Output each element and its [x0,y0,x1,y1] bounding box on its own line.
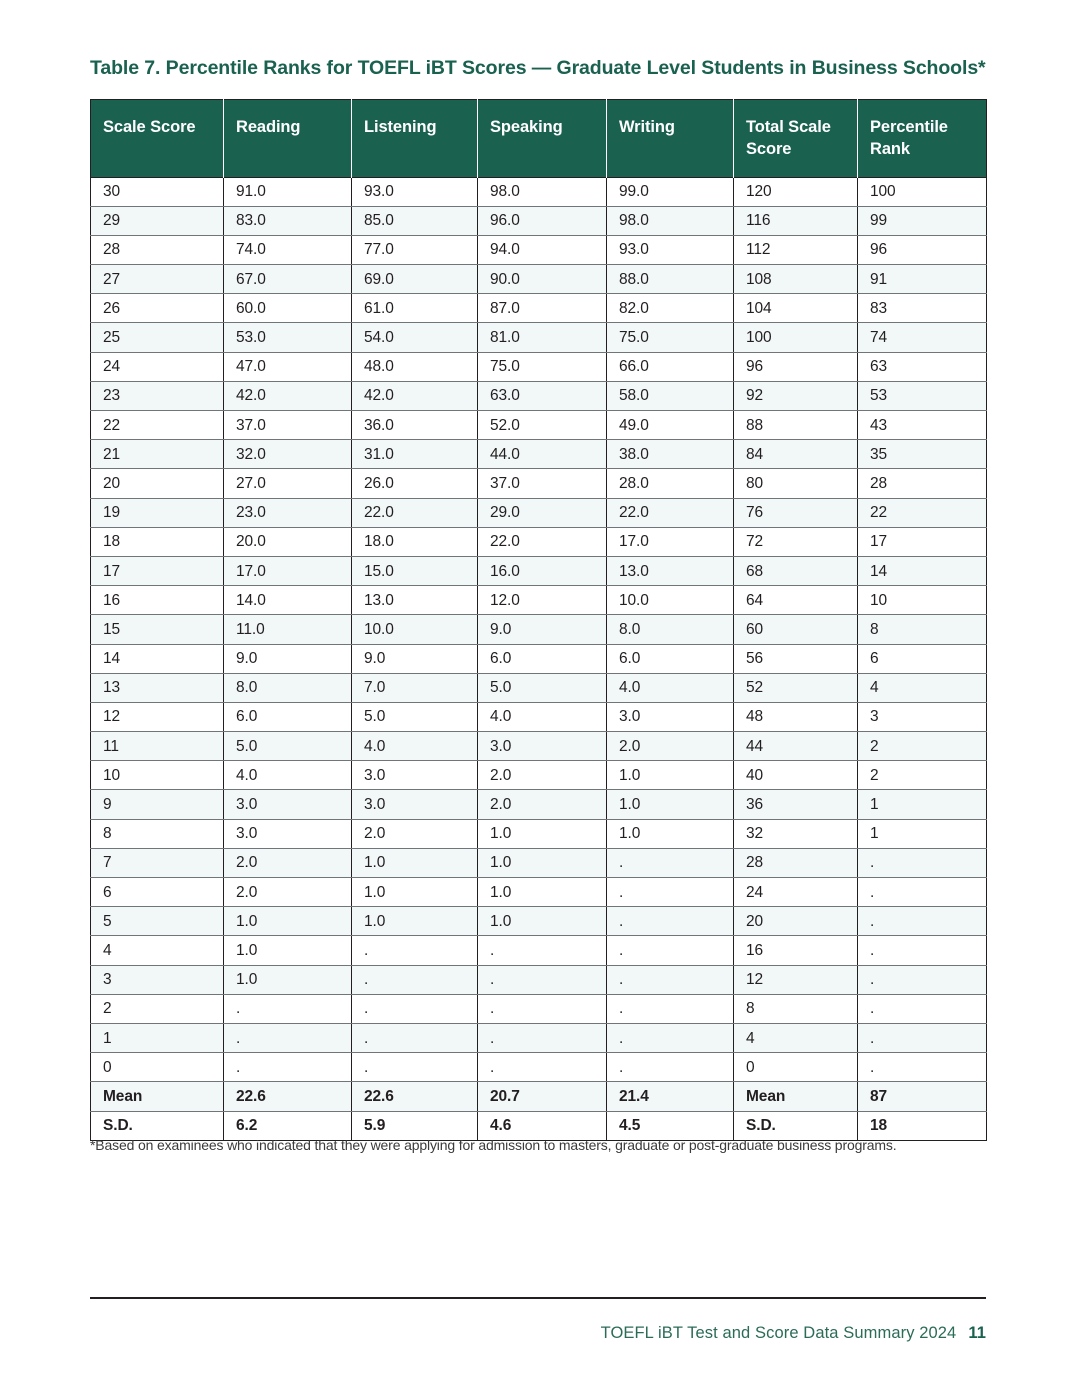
table-row [91,498,987,527]
table-cell: 4 [858,673,987,702]
table-cell: 93.0 [607,235,734,264]
table-cell: 43 [858,411,987,440]
table-cell: 19 [91,498,224,527]
table-row [91,440,987,469]
footer-divider [90,1297,986,1299]
table-cell: 22.0 [607,498,734,527]
table-cell: 1.0 [352,848,478,877]
table-cell: 10 [91,761,224,790]
table-cell: . [858,1023,987,1052]
table-cell: 52.0 [478,411,607,440]
table-cell: 8 [91,819,224,848]
table-cell: 10.0 [607,586,734,615]
table-cell: 12 [91,702,224,731]
table-cell: 83.0 [224,206,352,235]
table-cell: 14.0 [224,586,352,615]
table-cell: 21 [91,440,224,469]
table-cell: 63 [858,352,987,381]
table-cell: 94.0 [478,235,607,264]
table-cell: 3.0 [224,790,352,819]
table-row [91,294,987,323]
table-cell: 6.0 [224,702,352,731]
table-cell: . [478,994,607,1023]
table-cell: 63.0 [478,381,607,410]
table-cell: 5.0 [478,673,607,702]
table-cell: 6.2 [224,1111,352,1140]
table-cell: 58.0 [607,381,734,410]
table-cell: 74.0 [224,235,352,264]
table-cell: 75.0 [478,352,607,381]
table-cell: 26.0 [352,469,478,498]
table-cell: 93.0 [352,177,478,206]
table-footnote: *Based on examinees who indicated that they were applying for admission to masters, graduate or post-graduate business programs. [90,1137,897,1153]
table-cell: 2 [858,732,987,761]
table-cell: 85.0 [352,206,478,235]
table-cell: 4.0 [607,673,734,702]
table-cell: . [607,848,734,877]
table-row [91,761,987,790]
table-cell: 92 [734,381,858,410]
table-cell: 2.0 [607,732,734,761]
table-summary-row [91,1082,987,1111]
table-cell: . [352,994,478,1023]
table-cell: 88.0 [607,265,734,294]
table-cell: 3.0 [224,819,352,848]
table-cell: 20 [91,469,224,498]
table-cell: 0 [91,1053,224,1082]
table-cell: 2.0 [478,761,607,790]
table-cell: 1.0 [224,936,352,965]
table-cell: 1.0 [478,819,607,848]
table-cell: 8 [734,994,858,1023]
table-row [91,177,987,206]
table-cell: . [858,994,987,1023]
table-cell: 74 [858,323,987,352]
table-cell: 1 [858,819,987,848]
table-cell: 96 [734,352,858,381]
table-cell: . [858,965,987,994]
table-body [91,177,987,1140]
table-cell: . [478,965,607,994]
table-cell: 68 [734,556,858,585]
table-cell: 4 [734,1023,858,1052]
table-cell: 16.0 [478,556,607,585]
table-cell: 108 [734,265,858,294]
table-cell: 1 [91,1023,224,1052]
table-cell: 9 [91,790,224,819]
column-header-2: Listening [352,100,478,178]
table-cell: 1.0 [478,907,607,936]
table-cell: 17 [858,527,987,556]
table-cell: 53 [858,381,987,410]
table-cell: . [352,936,478,965]
table-cell: 37.0 [224,411,352,440]
table-cell: Mean [91,1082,224,1111]
table-cell: S.D. [734,1111,858,1140]
table-cell: 22.0 [478,527,607,556]
table-cell: 1.0 [352,907,478,936]
column-header-3: Speaking [478,100,607,178]
table-row [91,265,987,294]
table-cell: 16 [91,586,224,615]
table-cell: 2 [858,761,987,790]
table-cell: 18.0 [352,527,478,556]
table-cell: 27.0 [224,469,352,498]
table-cell: 116 [734,206,858,235]
table-cell: 2 [91,994,224,1023]
table-cell: 88 [734,411,858,440]
table-cell: 6 [91,878,224,907]
table-cell: 23.0 [224,498,352,527]
table-cell: 1.0 [224,965,352,994]
table-cell: 24 [91,352,224,381]
table-cell: 13.0 [352,586,478,615]
table-cell: . [478,1023,607,1052]
table-cell: 13.0 [607,556,734,585]
table-cell: 9.0 [352,644,478,673]
table-cell: . [858,1053,987,1082]
table-title: Table 7. Percentile Ranks for TOEFL iBT Scores — Graduate Level Students in Business Schools* [90,57,986,79]
table-cell: . [858,936,987,965]
table-cell: 4.0 [352,732,478,761]
table-cell: 8.0 [607,615,734,644]
table-cell: 81.0 [478,323,607,352]
table-cell: 69.0 [352,265,478,294]
table-cell: . [352,1023,478,1052]
table-cell: 82.0 [607,294,734,323]
table-cell: 1 [858,790,987,819]
table-row [91,235,987,264]
table-cell: 112 [734,235,858,264]
table-cell: 64 [734,586,858,615]
table-cell: 28 [734,848,858,877]
table-cell: 76 [734,498,858,527]
table-cell: . [352,1053,478,1082]
table-cell: 29 [91,206,224,235]
table-cell: 44 [734,732,858,761]
column-header-0: Scale Score [91,100,224,178]
table-cell: 54.0 [352,323,478,352]
table-row [91,673,987,702]
table-row [91,848,987,877]
table-cell: 67.0 [224,265,352,294]
table-cell: 44.0 [478,440,607,469]
table-cell: 3.0 [607,702,734,731]
table-cell: 40 [734,761,858,790]
table-cell: 38.0 [607,440,734,469]
table-cell: 12 [734,965,858,994]
table-cell: 24 [734,878,858,907]
table-row [91,644,987,673]
table-cell: 8.0 [224,673,352,702]
table-cell: 28 [91,235,224,264]
table-row [91,206,987,235]
footer-page-number: 11 [968,1324,986,1342]
table-cell: 10.0 [352,615,478,644]
table-row [91,965,987,994]
table-row [91,1023,987,1052]
table-cell: 8 [858,615,987,644]
table-cell: 1.0 [478,878,607,907]
table-cell: 80 [734,469,858,498]
table-cell: 1.0 [478,848,607,877]
table-row [91,556,987,585]
column-header-6: Percentile Rank [858,100,987,178]
table-cell: . [224,1023,352,1052]
table-cell: . [607,907,734,936]
table-cell: 104 [734,294,858,323]
table-cell: 87.0 [478,294,607,323]
table-cell: 3.0 [352,761,478,790]
table-cell: 4.5 [607,1111,734,1140]
table-cell: 98.0 [478,177,607,206]
table-row [91,907,987,936]
table-cell: 4.0 [478,702,607,731]
table-cell: 2.0 [224,848,352,877]
table-row [91,994,987,1023]
table-cell: Mean [734,1082,858,1111]
table-row [91,936,987,965]
table-cell: 15 [91,615,224,644]
table-cell: 120 [734,177,858,206]
table-cell: 6.0 [478,644,607,673]
table-cell: 47.0 [224,352,352,381]
table-cell: 17 [91,556,224,585]
table-row [91,586,987,615]
table-cell: 11 [91,732,224,761]
table-cell: 3 [858,702,987,731]
table-cell: 14 [91,644,224,673]
table-cell: 5.9 [352,1111,478,1140]
table-cell: 31.0 [352,440,478,469]
column-header-4: Writing [607,100,734,178]
table-cell: 5.0 [352,702,478,731]
table-row [91,615,987,644]
table-cell: . [352,965,478,994]
table-cell: 100 [858,177,987,206]
table-cell: 12.0 [478,586,607,615]
table-row [91,381,987,410]
table-cell: 75.0 [607,323,734,352]
table-cell: 66.0 [607,352,734,381]
table-cell: 30 [91,177,224,206]
table-cell: 32.0 [224,440,352,469]
table-cell: 5.0 [224,732,352,761]
table-cell: 1.0 [607,819,734,848]
table-row [91,352,987,381]
table-cell: 49.0 [607,411,734,440]
table-cell: 20.0 [224,527,352,556]
table-cell: 56 [734,644,858,673]
table-row [91,469,987,498]
table-cell: 27 [91,265,224,294]
table-cell: 2.0 [478,790,607,819]
table-cell: 4 [91,936,224,965]
table-cell: 11.0 [224,615,352,644]
table-cell: 48 [734,702,858,731]
footer-document-title: TOEFL iBT Test and Score Data Summary 2024 [600,1324,957,1342]
table-cell: 20.7 [478,1082,607,1111]
table-cell: 6 [858,644,987,673]
table-cell: 36.0 [352,411,478,440]
table-cell: 6.0 [607,644,734,673]
table-cell: . [607,936,734,965]
table-cell: . [607,878,734,907]
table-cell: 29.0 [478,498,607,527]
table-cell: 23 [91,381,224,410]
table-cell: 18 [858,1111,987,1140]
table-cell: 1.0 [224,907,352,936]
table-cell: 7 [91,848,224,877]
table-cell: 7.0 [352,673,478,702]
table-cell: 52 [734,673,858,702]
table-row [91,819,987,848]
table-cell: 28 [858,469,987,498]
table-header-row [91,100,987,178]
table-cell: 9.0 [478,615,607,644]
table-cell: 3.0 [478,732,607,761]
table-cell: 32 [734,819,858,848]
table-cell: 100 [734,323,858,352]
table-cell: . [607,1053,734,1082]
table-row [91,323,987,352]
table-row [91,878,987,907]
table-cell: 17.0 [607,527,734,556]
table-cell: 91.0 [224,177,352,206]
table-cell: . [478,1053,607,1082]
table-cell: . [607,1023,734,1052]
table-row [91,732,987,761]
table-row [91,702,987,731]
table-cell: 35 [858,440,987,469]
table-cell: 77.0 [352,235,478,264]
table-cell: . [224,994,352,1023]
table-cell: 1.0 [607,761,734,790]
table-cell: . [478,936,607,965]
table-cell: 22.6 [224,1082,352,1111]
table-cell: 9.0 [224,644,352,673]
table-cell: 28.0 [607,469,734,498]
table-cell: 3 [91,965,224,994]
table-cell: 1.0 [607,790,734,819]
table-cell: 18 [91,527,224,556]
table-cell: 99.0 [607,177,734,206]
table-cell: 60.0 [224,294,352,323]
table-cell: 91 [858,265,987,294]
table-cell: 22 [858,498,987,527]
table-cell: 5 [91,907,224,936]
table-cell: 14 [858,556,987,585]
table-header [91,100,987,178]
column-header-5: Total Scale Score [734,100,858,178]
table-cell: . [607,994,734,1023]
table-row [91,527,987,556]
table-cell: 61.0 [352,294,478,323]
table-cell: . [858,848,987,877]
table-cell: 0 [734,1053,858,1082]
table-cell: 4.6 [478,1111,607,1140]
table-cell: 37.0 [478,469,607,498]
table-cell: 90.0 [478,265,607,294]
table-cell: 83 [858,294,987,323]
table-cell: 20 [734,907,858,936]
table-cell: 96 [858,235,987,264]
percentile-ranks-table [90,99,987,1141]
table-cell: 42.0 [352,381,478,410]
table-cell: . [858,907,987,936]
table-cell: 53.0 [224,323,352,352]
table-row [91,411,987,440]
table-row [91,790,987,819]
table-cell: 72 [734,527,858,556]
table-cell: 26 [91,294,224,323]
page-footer [601,1324,986,1343]
table-cell: 99 [858,206,987,235]
table-cell: 25 [91,323,224,352]
table-cell: 2.0 [352,819,478,848]
table-cell: 84 [734,440,858,469]
table-cell: 3.0 [352,790,478,819]
table-cell: 15.0 [352,556,478,585]
table-cell: 4.0 [224,761,352,790]
table-cell: S.D. [91,1111,224,1140]
column-header-1: Reading [224,100,352,178]
table-cell: 98.0 [607,206,734,235]
table-cell: 96.0 [478,206,607,235]
table-cell: 36 [734,790,858,819]
table-cell: 87 [858,1082,987,1111]
table-cell: 16 [734,936,858,965]
table-cell: 22.0 [352,498,478,527]
table-cell: 21.4 [607,1082,734,1111]
table-cell: 42.0 [224,381,352,410]
table-row [91,1053,987,1082]
table-cell: 10 [858,586,987,615]
table-cell: . [858,878,987,907]
table-cell: 17.0 [224,556,352,585]
table-cell: 22.6 [352,1082,478,1111]
table-cell: 2.0 [224,878,352,907]
table-cell: . [224,1053,352,1082]
table-cell: 48.0 [352,352,478,381]
table-cell: 60 [734,615,858,644]
table-container [90,99,986,1141]
table-cell: . [607,965,734,994]
table-cell: 1.0 [352,878,478,907]
table-cell: 13 [91,673,224,702]
table-cell: 22 [91,411,224,440]
